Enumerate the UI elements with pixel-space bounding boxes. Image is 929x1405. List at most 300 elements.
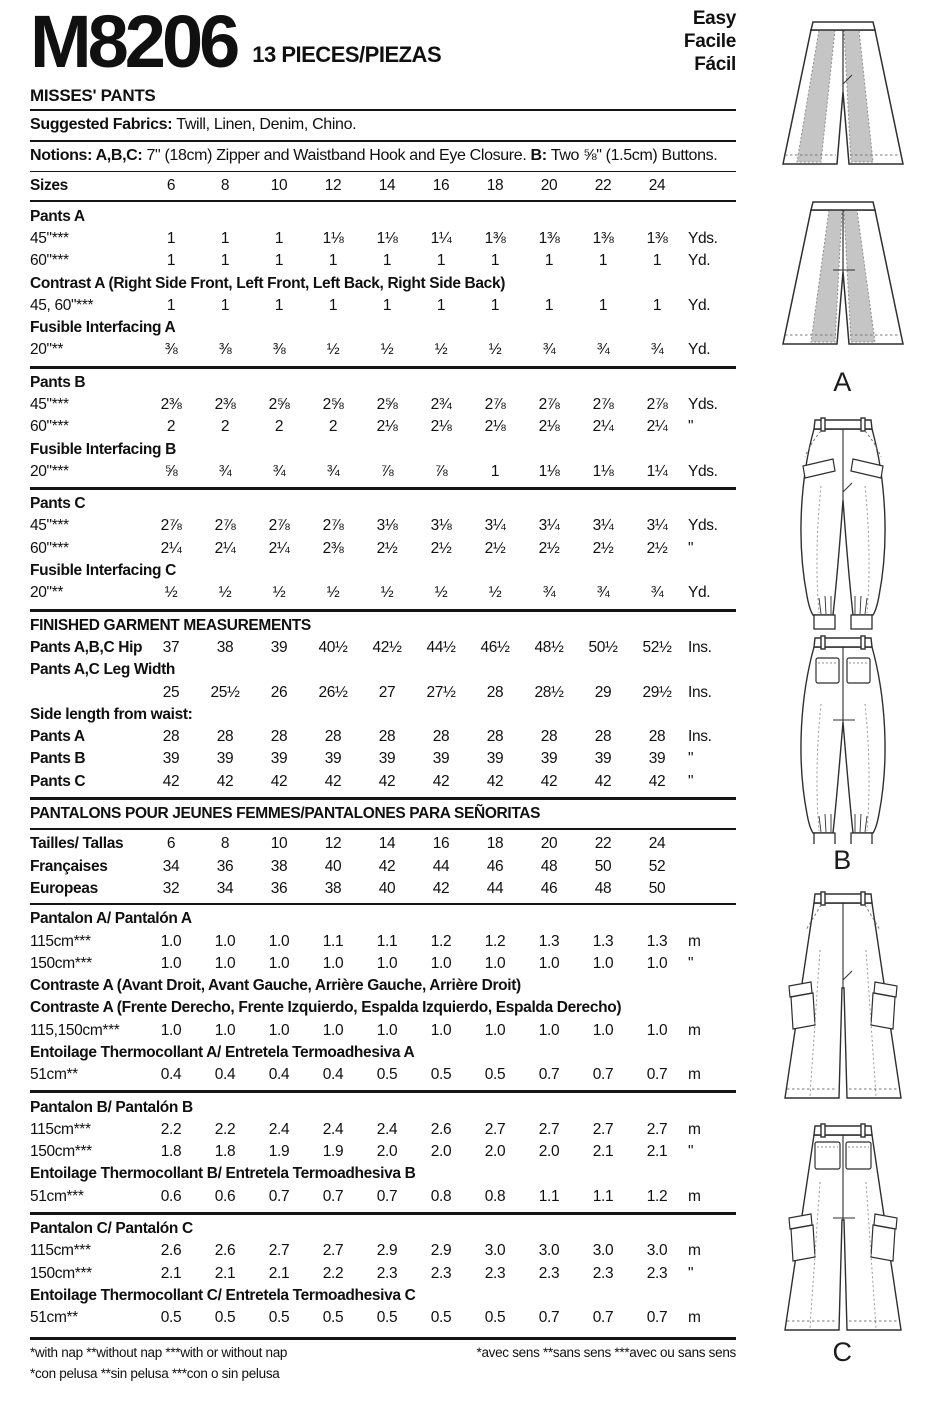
cell-value: 27 [378,683,396,701]
cell-value: 38 [270,857,288,875]
cell-value: 12 [324,177,342,195]
cell-value: 18 [486,177,504,195]
cell-value: ¾ [650,341,664,359]
footnotes [30,1333,736,1381]
cell-value: 42 [432,772,450,790]
cell-value: 2⅝ [322,395,344,413]
unit-label: Yd. [688,584,711,602]
cell-value: 1⅜ [538,229,560,247]
cell-value: 1.0 [430,954,452,972]
row-label: Contraste A (Avant Droit, Avant Gauche, Arrière Gauche, Arrière Droit) [30,977,521,995]
cell-value: 3¼ [646,517,668,535]
table-row [30,1240,736,1262]
cell-value: 2⅛ [538,418,560,436]
cell-value: 3.0 [538,1242,560,1260]
cell-value: 0.8 [430,1187,452,1205]
unit-label: " [688,1264,694,1282]
cell-value: 0.4 [160,1066,182,1084]
row-label: Pantalon A/ Pantalón A [30,910,192,928]
cell-value: 24 [648,835,666,853]
table-row [30,637,736,659]
cell-value: 1.0 [592,1021,614,1039]
cell-value: 42½ [372,638,402,656]
cell-value: 1.0 [376,954,398,972]
cell-value: 0.5 [484,1309,506,1327]
row-label: 45, 60"*** [30,296,94,314]
garment-illustrations [756,0,929,1405]
divider-rule [30,1337,736,1340]
cell-value: 0.7 [322,1187,344,1205]
cell-value: 2⅛ [376,418,398,436]
cell-value: ½ [380,584,394,602]
cell-value: 14 [378,177,396,195]
cell-value: 1 [220,229,230,247]
cell-value: 1 [436,296,446,314]
cell-value: 0.5 [430,1309,452,1327]
difficulty-facil: Fácil [694,53,736,75]
cell-value: ¾ [596,341,610,359]
cell-value: 39 [540,750,558,768]
row-label: 60"*** [30,252,69,270]
cell-value: 16 [432,835,450,853]
cell-value: 2.1 [268,1264,290,1282]
cell-value: 42 [432,879,450,897]
cell-value: 2¼ [268,539,290,557]
cell-value: 2 [274,418,284,436]
cell-value: 1 [490,252,500,270]
cell-value: 28 [378,728,396,746]
cell-value: 28 [486,728,504,746]
cell-value: 2¼ [214,539,236,557]
table-row [30,1307,736,1329]
cell-value: 2.2 [214,1120,236,1138]
info-text: 7" (18cm) Zipper and Waistband Hook and Eye Closure. [146,146,531,164]
cell-value: ½ [434,584,448,602]
cell-value: 1.0 [160,1021,182,1039]
cell-value: 0.5 [484,1066,506,1084]
table-row [30,726,736,748]
cell-value: 2.4 [268,1120,290,1138]
cell-value: 0.5 [268,1309,290,1327]
notions-line [30,145,736,168]
cell-value: 2.9 [376,1242,398,1260]
cell-value: ⅞ [380,462,394,480]
cell-value: 1.8 [214,1143,236,1161]
cell-value: 0.5 [214,1309,236,1327]
cell-value: ¾ [650,584,664,602]
cell-value: 1 [544,296,554,314]
table-row [30,416,736,438]
cell-value: 1 [652,252,662,270]
cell-value: 1.1 [538,1187,560,1205]
cell-value: 28 [594,728,612,746]
cell-value: 2.0 [484,1143,506,1161]
unit-label: Yd. [688,296,711,314]
unit-label: Yds. [688,395,718,413]
row-label: Françaises [30,857,108,875]
divider-rule [30,109,736,111]
row-label: 60"*** [30,418,69,436]
cell-value: 25 [162,683,180,701]
table-section-header [30,997,736,1019]
cell-value: 2.3 [430,1264,452,1282]
cell-value: 0.5 [376,1309,398,1327]
cell-value: 1.0 [322,954,344,972]
cell-value: 0.5 [160,1309,182,1327]
cell-value: 2⅝ [268,395,290,413]
cell-value: 28 [324,728,342,746]
row-label: 20"** [30,584,64,602]
cell-value: 0.4 [214,1066,236,1084]
cell-value: 1⅜ [484,229,506,247]
cell-value: 38 [324,879,342,897]
cell-value: 1 [598,252,608,270]
cell-value: 1.2 [430,932,452,950]
divider-rule [30,140,736,142]
cell-value: 1⅛ [592,462,614,480]
cell-value: 2.7 [268,1242,290,1260]
row-label: 115,150cm*** [30,1021,120,1039]
row-label: Contraste A (Frente Derecho, Frente Izquierdo, Espalda Izquierdo, Espalda Derecho) [30,999,622,1017]
cell-value: 1.0 [538,954,560,972]
cell-value: 2.1 [646,1143,668,1161]
cell-value: 1⅛ [322,229,344,247]
cell-value: 48½ [534,638,564,656]
cell-value: ⅝ [164,462,178,480]
cell-value: 18 [486,835,504,853]
cell-value: 1.2 [646,1187,668,1205]
cell-value: 2.4 [376,1120,398,1138]
table-row [30,582,736,604]
cell-value: 1.0 [484,1021,506,1039]
unit-label: Ins. [688,683,712,701]
cell-value: 2¼ [592,418,614,436]
cell-value: 22 [594,835,612,853]
cell-value: 6 [166,835,176,853]
cell-value: 1 [220,252,230,270]
cell-value: 2.7 [538,1120,560,1138]
cell-value: 2.7 [322,1242,344,1260]
divider-rule [30,903,736,905]
difficulty-facile: Facile [683,30,736,52]
cell-value: 2.0 [376,1143,398,1161]
cell-value: 0.7 [538,1066,560,1084]
cell-value: 3.0 [484,1242,506,1260]
cell-value: 42 [270,772,288,790]
cell-value: 1.0 [214,932,236,950]
cell-value: 1 [490,296,500,314]
cell-value: 0.7 [592,1309,614,1327]
cell-value: 36 [270,879,288,897]
cell-value: 0.5 [430,1066,452,1084]
cell-value: 2⅞ [592,395,614,413]
cell-value: 3⅛ [376,517,398,535]
divider-rule [30,171,736,173]
unit-label: Yds. [688,517,718,535]
row-label: Sizes [30,177,68,195]
cell-value: 36 [216,857,234,875]
cell-value: 48 [540,857,558,875]
unit-label: m [688,1187,701,1205]
row-label: 20"** [30,341,64,359]
table-section-header [30,272,736,294]
cell-value: 50 [648,879,666,897]
table-section-header [30,493,736,515]
unit-label: m [688,932,701,950]
row-label: Pantalon B/ Pantalón B [30,1098,193,1116]
cell-value: 37 [162,638,180,656]
unit-label: Ins. [688,638,712,656]
row-label: Pants A,B,C Hip [30,638,143,656]
divider-rule [30,1212,736,1215]
row-label: 60"*** [30,539,69,557]
unit-label: " [688,750,694,768]
header [30,0,736,83]
table-section-header [30,560,736,582]
cell-value: 2.2 [160,1120,182,1138]
table-row [30,878,736,900]
cell-value: 42 [594,772,612,790]
cell-value: 1¼ [646,462,668,480]
cell-value: ½ [326,341,340,359]
row-label: FINISHED GARMENT MEASUREMENTS [30,616,311,634]
difficulty-labels [684,8,736,76]
cell-value: 2.0 [538,1143,560,1161]
table-section-header [30,1218,736,1240]
cell-value: 2 [328,418,338,436]
row-label: Europeas [30,879,98,897]
cell-value: 1 [490,462,500,480]
cell-value: 1.0 [322,1021,344,1039]
pattern-number: M8206 [30,0,237,83]
cell-value: 28½ [534,683,564,701]
cell-value: 28 [648,728,666,746]
cell-value: 44 [486,879,504,897]
view-a-figure [756,14,929,398]
cell-value: 1 [274,296,284,314]
table-row [30,1141,736,1163]
cell-value: 28 [540,728,558,746]
cell-value: 1.3 [592,932,614,950]
cell-value: 40½ [318,638,348,656]
pants-c-illustration [763,888,923,1336]
cell-value: 1 [328,252,338,270]
table-row [30,748,736,770]
table-row [30,855,736,877]
cell-value: 2.0 [430,1143,452,1161]
pants-a-illustration [763,14,923,366]
view-c-figure [756,888,929,1368]
cell-value: 29 [594,683,612,701]
table-section-header [30,205,736,227]
table-row [30,250,736,272]
cell-value: ½ [488,341,502,359]
cell-value: 39 [216,750,234,768]
cell-value: 0.7 [646,1066,668,1084]
cell-value: 14 [378,835,396,853]
cell-value: 2.6 [160,1242,182,1260]
divider-rule [30,487,736,490]
view-b-label: B [833,845,852,875]
cell-value: 28 [162,728,180,746]
cell-value: 16 [432,177,450,195]
cell-value: 38 [216,638,234,656]
cell-value: ½ [272,584,286,602]
cell-value: 2.3 [592,1264,614,1282]
cell-value: 1.0 [376,1021,398,1039]
row-label: Pants A,C Leg Width [30,661,176,679]
cell-value: 0.4 [268,1066,290,1084]
unit-label: " [688,1143,694,1161]
cell-value: 1.8 [160,1143,182,1161]
cell-value: 0.5 [376,1066,398,1084]
row-label: PANTALONS POUR JEUNES FEMMES/PANTALONES PARA SEÑORITAS [30,805,541,823]
cell-value: 12 [324,835,342,853]
cell-value: 2½ [538,539,560,557]
table-row [30,771,736,793]
table-row [30,1020,736,1042]
table-row [30,228,736,250]
cell-value: 1.0 [160,932,182,950]
table-row [30,1064,736,1086]
cell-value: 39 [594,750,612,768]
cell-value: ½ [380,341,394,359]
row-label: 51cm** [30,1309,78,1327]
row-label: Contrast A (Right Side Front, Left Front, Left Back, Right Side Back) [30,274,506,292]
row-label: 150cm*** [30,954,92,972]
cell-value: 0.6 [160,1187,182,1205]
cell-value: 2.9 [430,1242,452,1260]
cell-value: 39 [324,750,342,768]
row-label: Entoilage Thermocollant C/ Entretela Termoadhesiva C [30,1286,416,1304]
row-label: Tailles/ Tallas [30,835,124,853]
cell-value: 46 [540,879,558,897]
pants-a-front-view [783,22,903,164]
cell-value: 1 [652,296,662,314]
cell-value: 6 [166,177,176,195]
cell-value: 10 [270,177,288,195]
info-label: Suggested Fabrics: [30,115,177,133]
unit-label: " [688,418,694,436]
cell-value: 24 [648,177,666,195]
cell-value: ¾ [542,584,556,602]
cell-value: 50½ [588,638,618,656]
cell-value: 42 [378,857,396,875]
table-row [30,339,736,361]
view-c-label: C [832,1337,853,1367]
cell-value: 0.4 [322,1066,344,1084]
pieces-count: 13 PIECES/PIEZAS [252,42,442,68]
cell-value: 22 [594,177,612,195]
unit-label: Ins. [688,728,712,746]
table-section-header [30,1096,736,1118]
cell-value: 26½ [318,683,348,701]
table-section-header [30,908,736,930]
cell-value: 1 [382,252,392,270]
cell-value: 2.7 [646,1120,668,1138]
cell-value: 2⅞ [214,517,236,535]
row-label: 115cm*** [30,1242,91,1260]
table-section-header [30,1285,736,1307]
row-label: Pants A [30,728,85,746]
view-b-figure [756,414,929,876]
cell-value: 0.7 [592,1066,614,1084]
cell-value: 1 [274,252,284,270]
cell-value: 20 [540,835,558,853]
cell-value: 2½ [646,539,668,557]
info-label: Notions: A,B,C: [30,146,147,164]
cell-value: 27½ [426,683,456,701]
pants-c-front-view [785,892,901,1098]
cell-value: 40 [378,879,396,897]
cell-value: 1 [166,296,176,314]
cell-value: 1.0 [646,1021,668,1039]
row-label: 115cm*** [30,932,91,950]
cell-value: 39 [432,750,450,768]
cell-value: 3¼ [484,517,506,535]
cell-value: 8 [220,835,230,853]
cell-value: 39 [270,638,288,656]
cell-value: ¾ [542,341,556,359]
table-row [30,515,736,537]
cell-value: 26 [270,683,288,701]
unit-label: m [688,1066,701,1084]
cell-value: 2.7 [592,1120,614,1138]
cell-value: 1.0 [268,954,290,972]
difficulty-easy: Easy [692,8,736,29]
pants-b-front-view [800,418,884,629]
cell-value: 1.1 [376,932,398,950]
unit-label: m [688,1309,701,1327]
cell-value: 0.8 [484,1187,506,1205]
cell-value: 3⅛ [430,517,452,535]
info-label: B: [530,146,551,164]
row-label: 51cm*** [30,1187,84,1205]
cell-value: 0.7 [268,1187,290,1205]
cell-value: ½ [164,584,178,602]
unit-label: " [688,539,694,557]
cell-value: 1.0 [430,1021,452,1039]
cell-value: 2.3 [376,1264,398,1282]
cell-value: 1.0 [160,954,182,972]
divider-rule [30,366,736,369]
cell-value: 2 [166,418,176,436]
cell-value: ¾ [596,584,610,602]
cell-value: 2⅜ [160,395,182,413]
row-label: Fusible Interfacing A [30,319,176,337]
yardage-table [30,175,736,1329]
cell-value: 2⅞ [268,517,290,535]
cell-value: 34 [216,879,234,897]
unit-label: m [688,1120,701,1138]
cell-value: ⅜ [218,341,232,359]
cell-value: ⅞ [434,462,448,480]
row-label: 45"*** [30,395,69,413]
cell-value: 1.0 [592,954,614,972]
cell-value: 2.7 [484,1120,506,1138]
cell-value: 0.7 [376,1187,398,1205]
cell-value: 1 [274,229,284,247]
cell-value: ½ [326,584,340,602]
cell-value: 42 [486,772,504,790]
cell-value: 2¼ [646,418,668,436]
row-label: Entoilage Thermocollant A/ Entretela Termoadhesiva A [30,1044,415,1061]
table-row [30,1186,736,1208]
table-section-header [30,1042,736,1064]
cell-value: 0.6 [214,1187,236,1205]
cell-value: 48 [594,879,612,897]
cell-value: 1.9 [268,1143,290,1161]
